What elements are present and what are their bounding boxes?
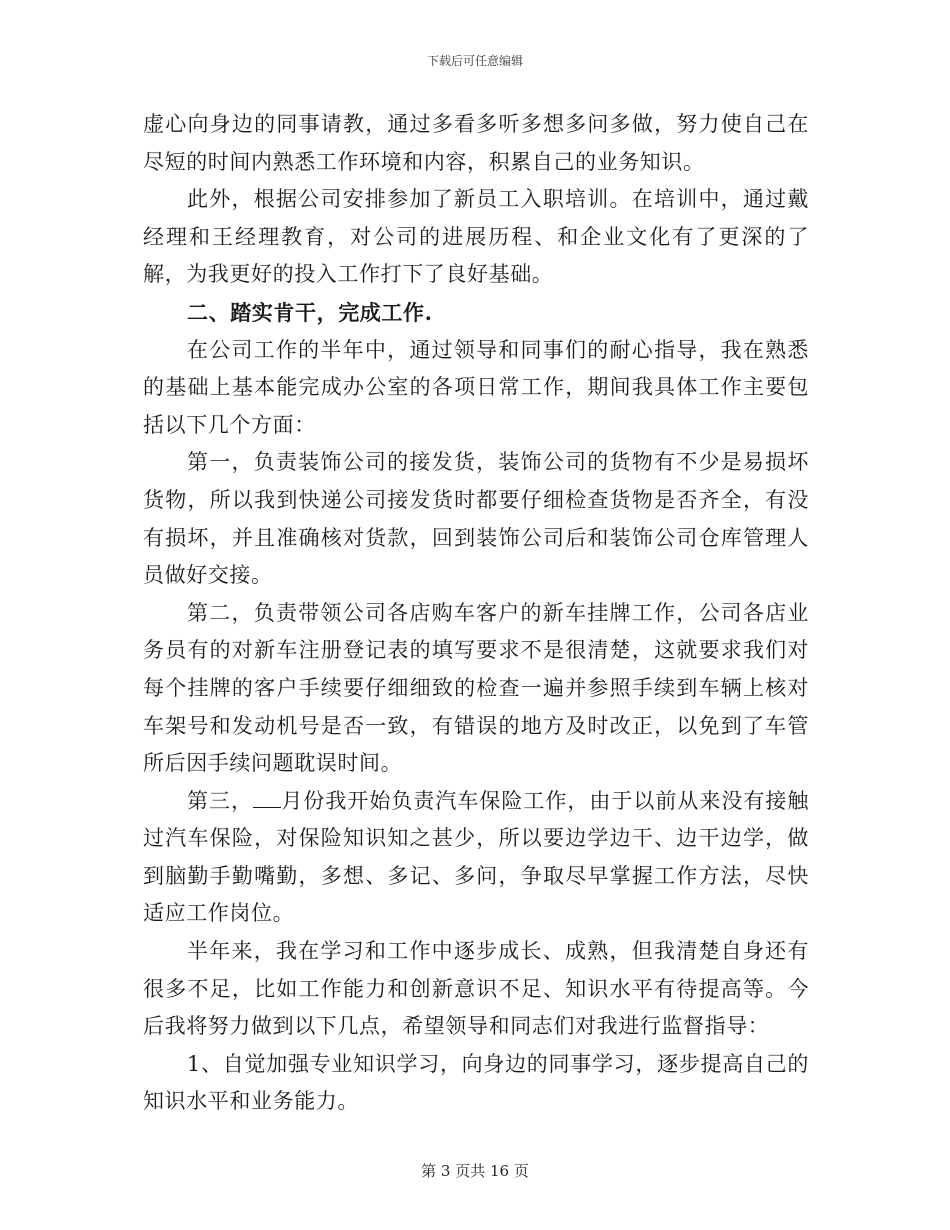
paragraph-9: 1、自觉加强专业知识学习，向身边的同事学习，逐步提高自己的知识水平和业务能力。 (143, 1051, 809, 1114)
paragraph-7-lead: 第三， (187, 788, 253, 813)
paragraph-2: 此外，根据公司安排参加了新员工入职培训。在培训中，通过戴经理和王经理教育，对公司的进展历程、和企业文化有了更深的了解，为我更好的投入工作打下了良好基础。 (143, 187, 809, 287)
paragraph-4: 在公司工作的半年中，通过领导和同事们的耐心指导，我在熟悉的基础上基本能完成办公室的各项日常工作，期间我具体工作主要包括以下几个方面： (143, 337, 809, 437)
paragraph-5: 第一，负责装饰公司的接发货，装饰公司的货物有不少是易损坏货物，所以我到快递公司接发货时都要仔细检查货物是否齐全，有没有损坏，并且准确核对货款，回到装饰公司后和装饰公司仓库管理人员做好交接。 (143, 450, 809, 588)
paragraph-7 (143, 783, 809, 933)
section-heading: 二、踏实肯干，完成工作. (187, 299, 433, 325)
paragraph-6: 第二，负责带领公司各店购车客户的新车挂牌工作，公司各店业务员有的对新车注册登记表的填写要求不是很清楚，这就要求我们对每个挂牌的客户手续要仔细细致的检查一遍并参照手续到车辆上核对车架号和发动机号是否一致，有错误的地方及时改正，以免到了车管所后因手续问题耽误时间。 (143, 600, 809, 776)
paragraph-7-rest: 月份我开始负责汽车保险工作，由于以前从来没有接触过汽车保险，对保险知识知之甚少，所以要边学边干、边干边学，做到脑勤手勤嘴勤，多想、多记、多问，争取尽早掌握工作方法，尽快适应工作岗位。 (143, 788, 809, 926)
paragraph-8: 半年来，我在学习和工作中逐步成长、成熟，但我清楚自身还有很多不足，比如工作能力和创新意识不足、知识水平有待提高等。今后我将努力做到以下几点，希望领导和同志们对我进行监督指导： (143, 939, 809, 1039)
paragraph-1: 虚心向身边的同事请教，通过多看多听多想多问多做，努力使自己在尽短的时间内熟悉工作环境和内容，积累自己的业务知识。 (143, 112, 809, 174)
document-body (143, 106, 809, 1121)
page-footer: 第 3 页共 16 页 (421, 1162, 529, 1180)
fill-in-blank (253, 789, 281, 808)
page-header: 下载后可任意编辑 (426, 54, 523, 68)
